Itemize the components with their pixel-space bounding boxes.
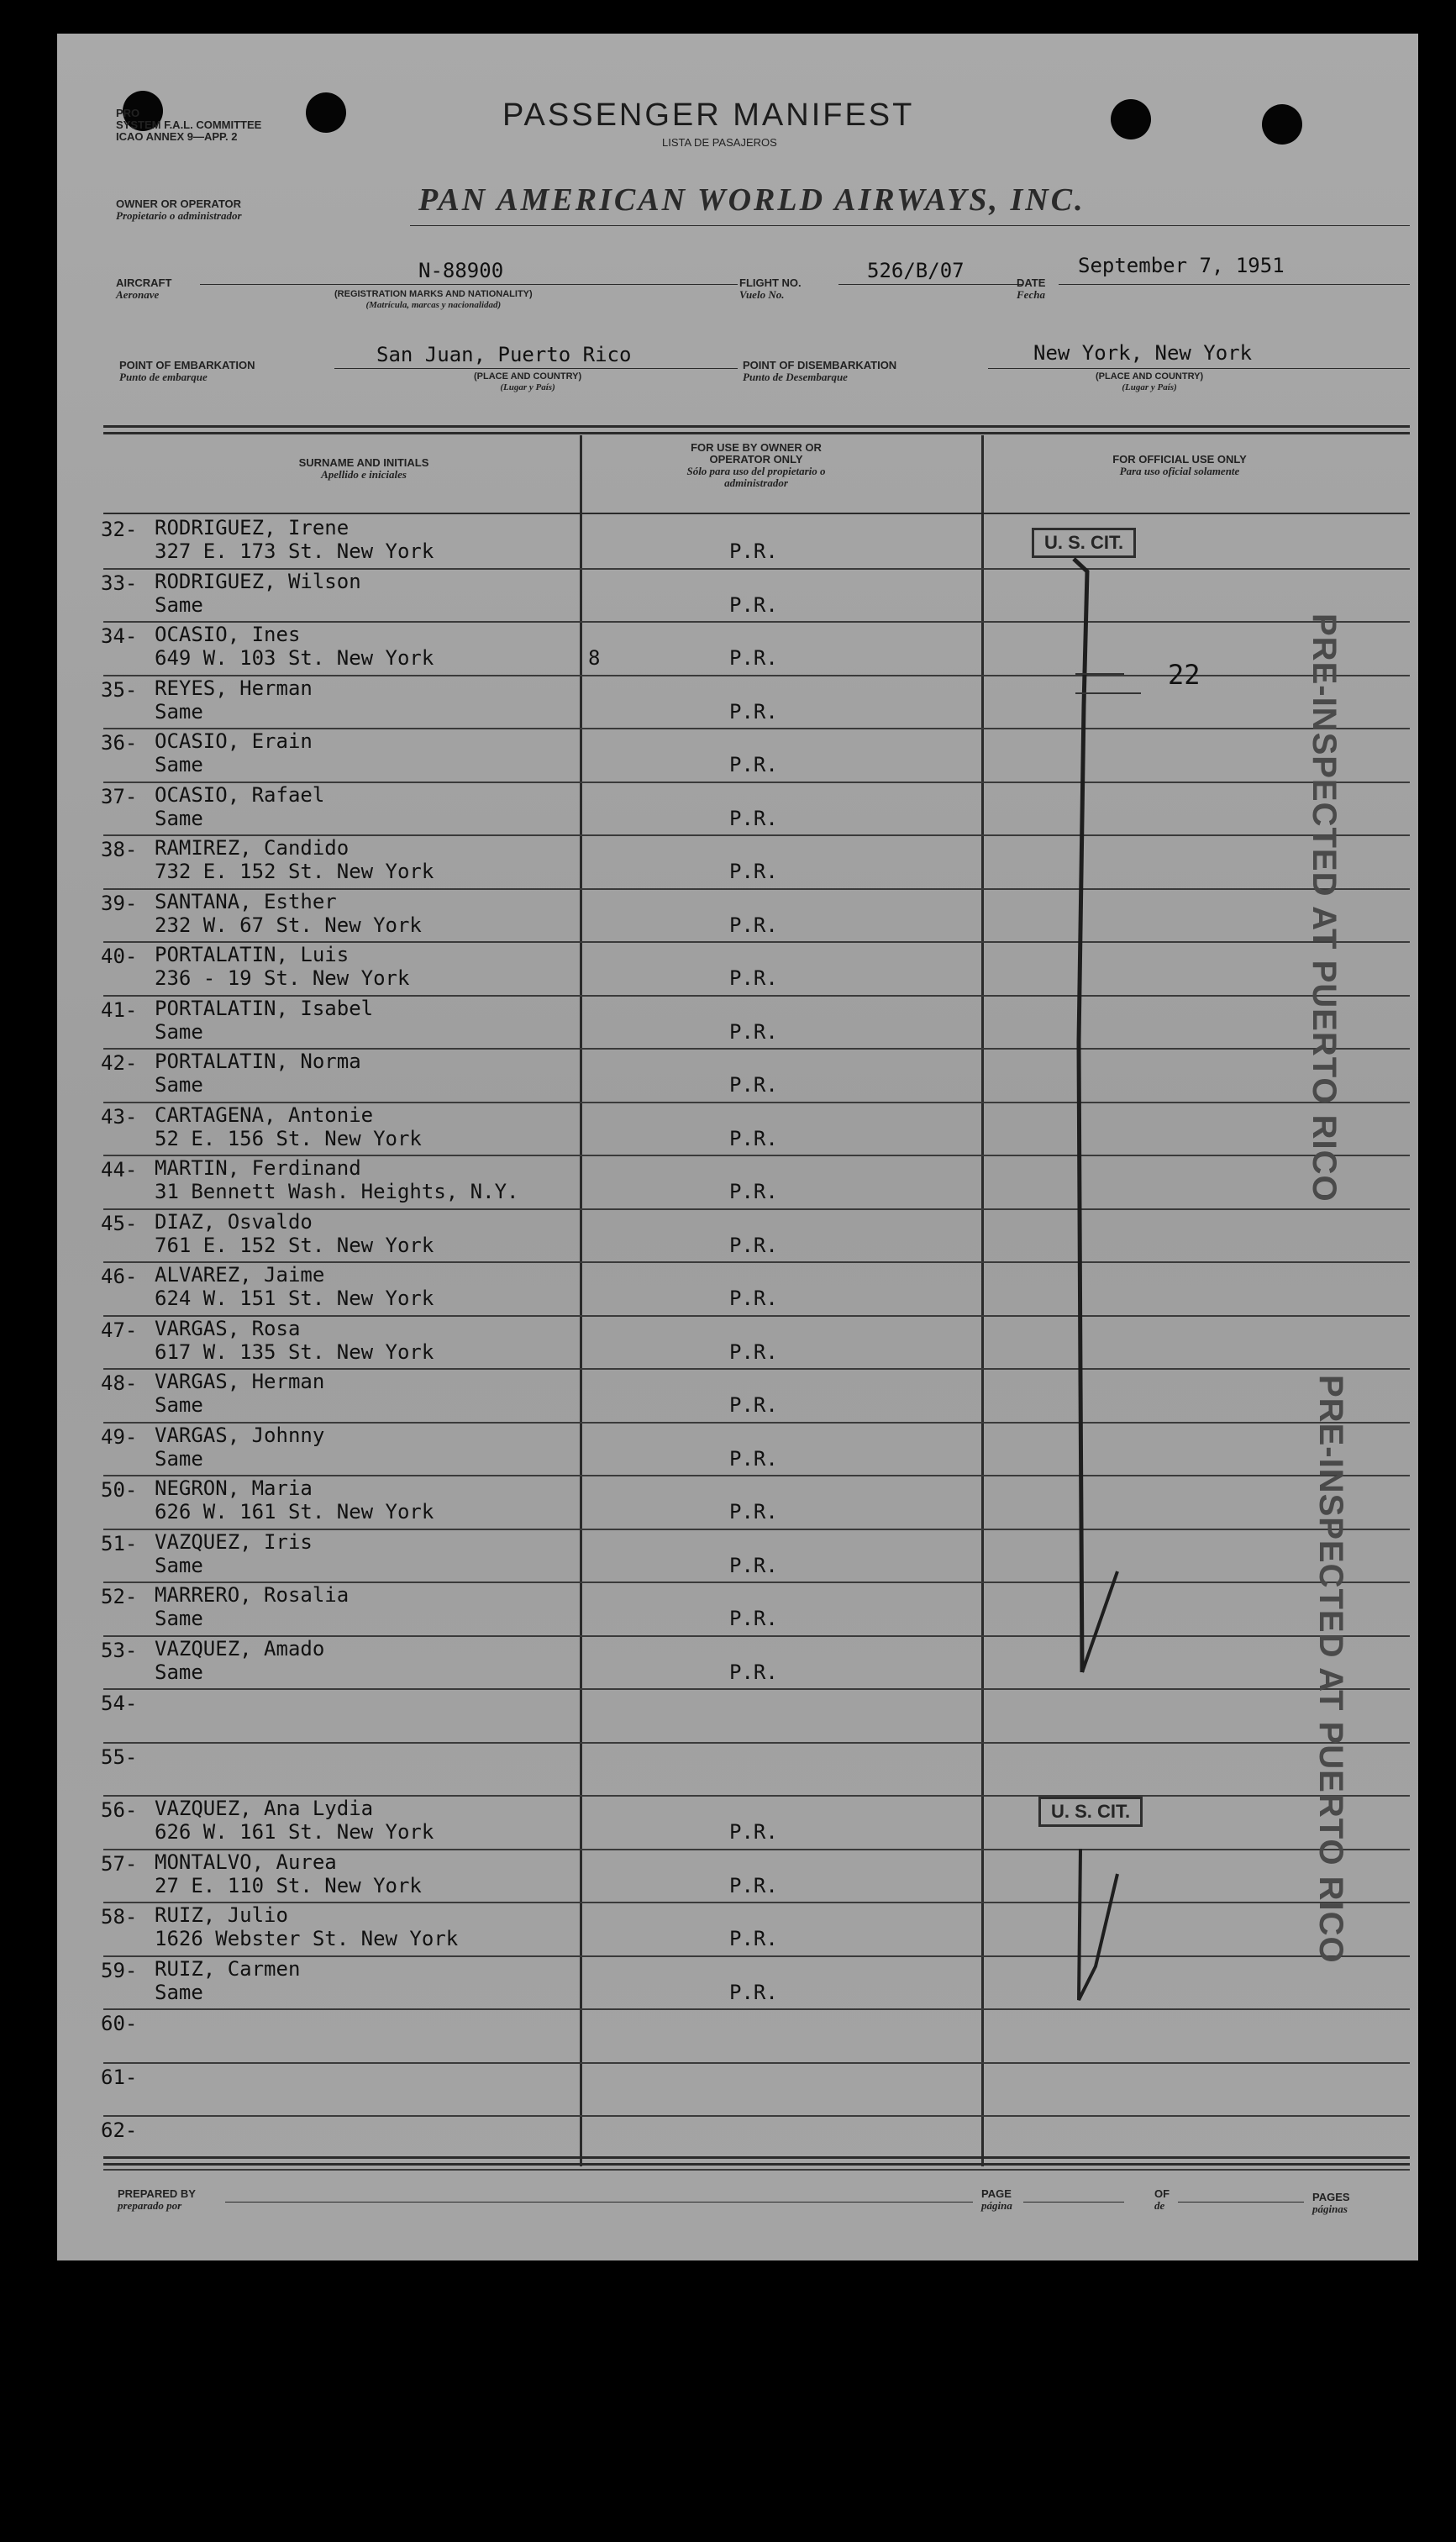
row-number: 34- (101, 624, 138, 648)
aircraft-label-es: Aeronave (116, 288, 160, 301)
of-label-en: OF (1154, 2187, 1170, 2200)
nationality-code: P.R. (729, 1820, 778, 1844)
row-number: 40- (101, 945, 138, 968)
nationality-code: P.R. (729, 1660, 778, 1684)
passenger-name: ALVAREZ, Jaime (155, 1263, 325, 1287)
nationality-code: P.R. (729, 539, 778, 563)
date-label-en: DATE (1017, 276, 1046, 289)
pages-label (1312, 2192, 1350, 2215)
row-note: 8 (588, 646, 601, 670)
row-number: 47- (101, 1318, 138, 1342)
nationality-code: P.R. (729, 1339, 778, 1364)
place-note-es: (Lugar y País) (1122, 382, 1177, 392)
row-number: 46- (101, 1265, 138, 1288)
row-number: 58- (101, 1905, 138, 1929)
aircraft-label-en: AIRCRAFT (116, 276, 172, 289)
registration-note-es: (Matrícula, marcas y nacionalidad) (365, 300, 502, 310)
nationality-code: P.R. (729, 1446, 778, 1471)
row-number: 49- (101, 1424, 138, 1449)
passenger-address: Same (155, 1607, 203, 1630)
column-header-surname-es: Apellido e iniciales (321, 468, 407, 481)
owner-label-es: Propietario o administrador (116, 209, 242, 222)
row-number: 59- (101, 1958, 138, 1982)
nationality-code: P.R. (729, 1126, 778, 1150)
passenger-name: OCASIO, Rafael (155, 782, 325, 807)
nationality-code: P.R. (729, 592, 778, 617)
reference-line: SYSTEM F.A.L. COMMITTEE (116, 118, 262, 131)
row-number: 32- (101, 518, 138, 541)
row-number: 37- (101, 784, 138, 808)
us-citizen-stamp: U. S. CIT. (1038, 1797, 1143, 1827)
passenger-name: PORTALATIN, Luis (155, 943, 350, 966)
nationality-code: P.R. (729, 1180, 778, 1203)
passenger-address: 232 W. 67 St. New York (155, 913, 422, 937)
nationality-code: P.R. (729, 646, 778, 670)
row-number: 53- (101, 1638, 138, 1662)
row-number: 44- (101, 1158, 138, 1182)
passenger-address: Same (155, 1446, 203, 1471)
passenger-name: VAZQUEZ, Iris (155, 1529, 313, 1554)
row-number: 60- (101, 2012, 138, 2035)
row-number: 39- (101, 891, 138, 915)
column-header-official-use-es: Para uso oficial solamente (1119, 465, 1240, 477)
pre-inspected-stamp: PRE-INSPECTED AT PUERTO RICO (1306, 613, 1343, 1203)
passenger-name: RAMIREZ, Candido (155, 836, 350, 860)
passenger-name: PORTALATIN, Isabel (155, 996, 374, 1020)
nationality-code: P.R. (729, 1393, 778, 1417)
embark-label-es: Punto de embarque (119, 371, 208, 383)
embark-label-en: POINT OF EMBARKATION (119, 359, 255, 371)
column-header-official-use-en: FOR OFFICIAL USE ONLY (1112, 453, 1247, 466)
row-number: 54- (101, 1692, 138, 1715)
flight-value: 526/B/07 (867, 259, 965, 282)
passenger-address: Same (155, 1019, 203, 1044)
passenger-name: MARTIN, Ferdinand (155, 1156, 361, 1180)
nationality-code: P.R. (729, 1607, 778, 1630)
passenger-name: MARRERO, Rosalia (155, 1583, 350, 1607)
disembark-label-es: Punto de Desembarque (743, 371, 848, 383)
passenger-address: 327 E. 173 St. New York (155, 539, 434, 563)
passenger-address: 236 - 19 St. New York (155, 966, 410, 990)
company-name: PAN AMERICAN WORLD AIRWAYS, INC. (418, 182, 1085, 218)
reference-line: ICAO ANNEX 9—APP. 2 (116, 130, 238, 143)
nationality-code: P.R. (729, 699, 778, 724)
prepared-by-underline (225, 2202, 973, 2203)
row-number: 36- (101, 731, 138, 755)
embark-value: San Juan, Puerto Rico (376, 343, 632, 366)
page-underline (1023, 2202, 1124, 2203)
nationality-code: P.R. (729, 1233, 778, 1257)
of-label-es: de (1154, 2199, 1165, 2212)
passenger-address: 626 W. 161 St. New York (155, 1820, 434, 1844)
passenger-name: VAZQUEZ, Ana Lydia (155, 1797, 374, 1820)
page-label (981, 2188, 1012, 2212)
official-check-marks (57, 34, 1418, 2260)
passenger-address: 52 E. 156 St. New York (155, 1126, 422, 1150)
prepared-by-label (118, 2188, 196, 2212)
row-number: 33- (101, 571, 138, 595)
of-underline (1178, 2202, 1304, 2203)
column-header-surname-en: SURNAME AND INITIALS (298, 456, 429, 469)
row-number: 42- (101, 1051, 138, 1075)
aircraft-value: N-88900 (418, 259, 504, 282)
disembark-label-en: POINT OF DISEMBARKATION (743, 359, 897, 371)
manifest-sheet (57, 34, 1418, 2260)
count-note: 22 (1168, 659, 1201, 691)
nationality-code: P.R. (729, 1873, 778, 1897)
row-number: 56- (101, 1798, 138, 1822)
passenger-name: SANTANA, Esther (155, 889, 337, 913)
row-number: 52- (101, 1585, 138, 1608)
passenger-name: RUIZ, Carmen (155, 1956, 301, 1981)
date-value: September 7, 1951 (1078, 254, 1285, 277)
nationality-code: P.R. (729, 1980, 778, 2004)
passenger-name: REYES, Herman (155, 676, 313, 700)
passenger-name: RODRIGUEZ, Wilson (155, 569, 361, 593)
passenger-name: NEGRON, Maria (155, 1476, 313, 1500)
passenger-address: Same (155, 1980, 203, 2004)
passenger-name: OCASIO, Ines (155, 623, 301, 646)
passenger-address: 31 Bennett Wash. Heights, N.Y. (155, 1180, 519, 1203)
pages-label-es: páginas (1312, 2203, 1348, 2215)
us-citizen-stamp: U. S. CIT. (1032, 528, 1136, 558)
page-label-es: página (981, 2199, 1012, 2212)
prepared-by-es: preparado por (118, 2199, 182, 2212)
row-number: 38- (101, 838, 138, 861)
row-number: 50- (101, 1478, 138, 1502)
passenger-name: OCASIO, Erain (155, 729, 313, 753)
nationality-code: P.R. (729, 1927, 778, 1950)
flight-label-en: FLIGHT NO. (739, 276, 802, 289)
passenger-address: Same (155, 806, 203, 830)
nationality-code: P.R. (729, 1287, 778, 1310)
owner-label-en: OWNER OR OPERATOR (116, 197, 242, 210)
reference-line: PRO (116, 107, 140, 119)
row-number: 43- (101, 1104, 138, 1129)
passenger-name: VAZQUEZ, Amado (155, 1636, 325, 1660)
column-header-owner-use-es: Sólo para uso del propietario o administrador (686, 465, 826, 489)
page-label-en: PAGE (981, 2187, 1012, 2200)
passenger-address: 649 W. 103 St. New York (155, 646, 434, 670)
row-number: 35- (101, 677, 138, 702)
date-label-es: Fecha (1017, 288, 1045, 301)
passenger-address: Same (155, 753, 203, 776)
passenger-name: RUIZ, Julio (155, 1903, 288, 1927)
passenger-address: 624 W. 151 St. New York (155, 1287, 434, 1310)
passenger-address: 617 W. 135 St. New York (155, 1339, 434, 1364)
disembark-value: New York, New York (1033, 341, 1253, 365)
place-note-en: (PLACE AND COUNTRY) (1096, 371, 1204, 382)
passenger-address: Same (155, 1553, 203, 1577)
passenger-address: 732 E. 152 St. New York (155, 860, 434, 883)
row-number: 55- (101, 1745, 138, 1769)
page-title: PASSENGER MANIFEST (502, 97, 915, 133)
passenger-name: VARGAS, Johnny (155, 1423, 325, 1447)
passenger-address: Same (155, 1393, 203, 1417)
passenger-address: Same (155, 1660, 203, 1684)
nationality-code: P.R. (729, 753, 778, 776)
pre-inspected-stamp: PRE-INSPECTED AT PUERTO RICO (1312, 1375, 1349, 1964)
passenger-address: 1626 Webster St. New York (155, 1927, 459, 1950)
passenger-name: CARTAGENA, Antonie (155, 1103, 374, 1127)
nationality-code: P.R. (729, 966, 778, 990)
passenger-address: Same (155, 699, 203, 724)
passenger-address: 626 W. 161 St. New York (155, 1500, 434, 1524)
of-label (1154, 2188, 1170, 2212)
row-number: 45- (101, 1211, 138, 1235)
flight-label-es: Vuelo No. (739, 288, 785, 301)
nationality-code: P.R. (729, 1073, 778, 1097)
place-note-en: (PLACE AND COUNTRY) (474, 371, 582, 382)
row-number: 57- (101, 1851, 138, 1876)
nationality-code: P.R. (729, 1500, 778, 1524)
registration-note-en: (REGISTRATION MARKS AND NATIONALITY) (334, 289, 533, 299)
nationality-code: P.R. (729, 860, 778, 883)
row-number: 48- (101, 1371, 138, 1395)
pages-label-en: PAGES (1312, 2191, 1350, 2203)
prepared-by-en: PREPARED BY (118, 2187, 196, 2200)
passenger-address: Same (155, 592, 203, 617)
nationality-code: P.R. (729, 913, 778, 937)
passenger-name: VARGAS, Herman (155, 1370, 325, 1393)
page-subtitle: LISTA DE PASAJEROS (662, 136, 777, 149)
row-number: 41- (101, 997, 138, 1022)
row-number: 61- (101, 2065, 138, 2089)
passenger-name: MONTALVO, Aurea (155, 1850, 337, 1874)
nationality-code: P.R. (729, 1019, 778, 1044)
passenger-address: Same (155, 1073, 203, 1097)
nationality-code: P.R. (729, 1553, 778, 1577)
place-note-es: (Lugar y País) (500, 382, 555, 392)
passenger-name: RODRIGUEZ, Irene (155, 516, 350, 539)
passenger-name: VARGAS, Rosa (155, 1316, 301, 1340)
row-number: 62- (101, 2118, 138, 2142)
passenger-name: PORTALATIN, Norma (155, 1050, 361, 1073)
column-header-owner-use-en: FOR USE BY OWNER OR OPERATOR ONLY (691, 441, 822, 466)
passenger-name: DIAZ, Osvaldo (155, 1209, 313, 1234)
passenger-address: 27 E. 110 St. New York (155, 1873, 422, 1897)
row-number: 51- (101, 1531, 138, 1555)
passenger-address: 761 E. 152 St. New York (155, 1233, 434, 1257)
nationality-code: P.R. (729, 806, 778, 830)
